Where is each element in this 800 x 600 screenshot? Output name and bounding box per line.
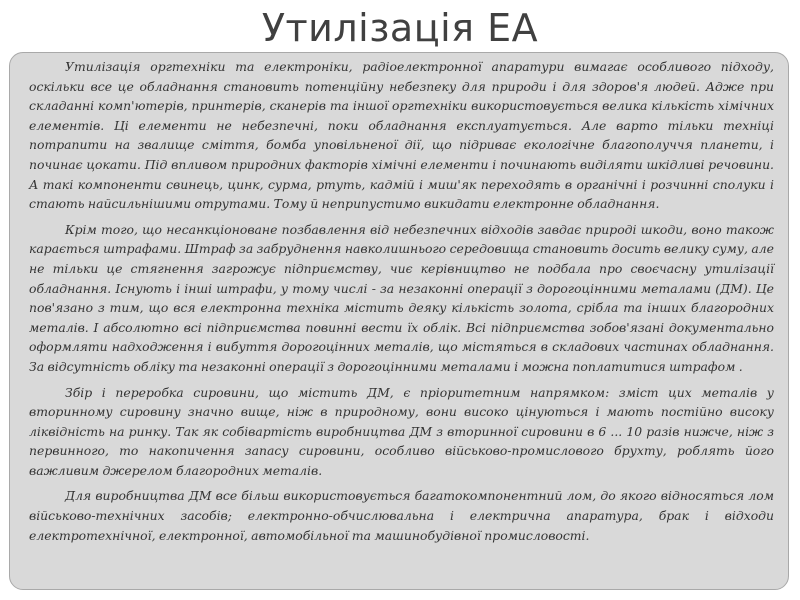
paragraph-disposal-hazards: Утилізація оргтехніки та електроніки, радіоелектронної апаратури вимагає особливого підходу, оскільки все це обладнання становить потенційну небезпеку для природи і для здоров'я людей. Адже при складанні комп'ютерів, принтерів, сканерів та іншої оргтехніки використовується велика кількість хімічних елементів. Ці елементи не небезпечні, поки обладнання експлуатується. Але варто тільки техніці потрапити на звалище сміття, бомба уповільненої дії, що підриває екологічне благополуччя планети, і починає цокати. Під впливом природних факторів хімічні елементи і починають виділяти шкідливі речовини. А такі компоненти свинець, цинк, сурма, ртуть, кадмій і миш'як переходять в органічні і розчинні сполуки і стають найсильнішими отрутами. Тому й неприпустимо викидати електронне обладнання. <box>29 59 774 212</box>
slide-title: Утилізація ЕА <box>261 6 539 50</box>
paragraph-multicomponent-scrap: Для виробництва ДМ все більш використовується багатокомпонентний лом, до якого відносяться лом військово-технічних засобів; електронно-обчислювальна і електрична апаратура, брак і відходи електротехнічної, електронної, автомобільної та машинобудівної промисловості. <box>29 488 774 543</box>
paragraph-secondary-raw-materials: Збір і переробка сировини, що містить ДМ, є пріоритетним напрямком: зміст цих металів у вторинному сировину значно вище, ніж в природному, вони високо цінуються і мають постійно високу ліквідність на ринку. Так як собівартість виробництва ДМ з вторинної сировини в 6 ... 10 разів нижче, ніж з первинного, то накопичення запасу сировини, особливо військово-промислового брухту, роблять його важливим джерелом благородних металів. <box>29 384 774 478</box>
paragraph-fines-precious-metals: Крім того, що несанкціоноване позбавлення від небезпечних відходів завдає природі шкоди, воно також карається штрафами. Штраф за забруднення навколишнього середовища становить досить велику суму, але не тільки це стягнення загрожує підприємству, чиє керівництво не подбала про своєчасну утилізації обладнання. Існують і інші штрафи, у тому числі - за незаконні операції з дорогоцінними металами (ДМ). Це пов'язано з тим, що вся електронна техніка містить деяку кількість золота, срібла та інших благородних металів. І абсолютно всі підприємства повинні вести їх облік. Всі підприємства зобов'язані документально оформляти надходження і вибуття дорогоцінних металів, що містяться в складових частинах обладнання. За відсутність обліку та незаконні операції з дорогоцінними металами і можна поплатитися штрафом . <box>29 221 774 374</box>
content-panel <box>9 52 789 590</box>
